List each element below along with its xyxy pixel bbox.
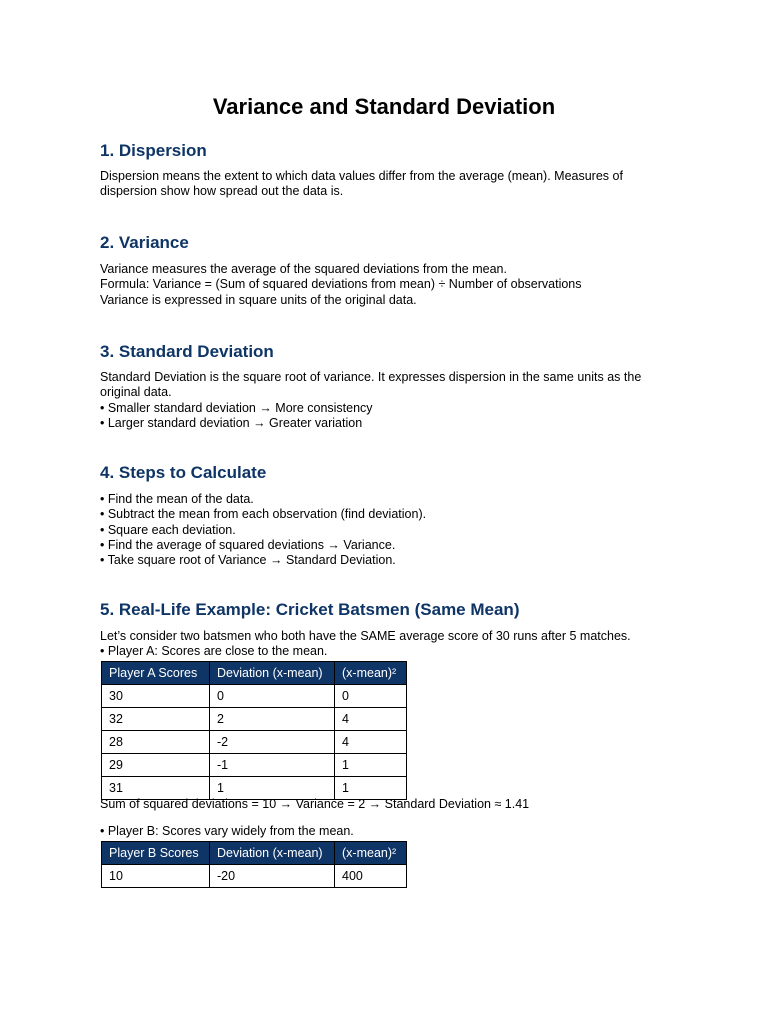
standard-deviation-text xyxy=(100,370,665,431)
step-item: • Find the average of squared deviations → Variance. xyxy=(100,537,396,552)
bullet-smaller-sd: • Smaller standard deviation → More consistency xyxy=(100,400,373,415)
table-row xyxy=(102,754,407,777)
example-intro: Let’s consider two batsmen who both have the SAME average score of 30 runs after 5 matches. xyxy=(100,629,631,643)
table-cell: 28 xyxy=(102,731,210,754)
variance-text xyxy=(100,262,665,308)
column-header: (x-mean)² xyxy=(335,662,407,685)
table-cell: 0 xyxy=(210,685,335,708)
player-a-label: • Player A: Scores are close to the mean. xyxy=(100,644,328,659)
column-header: Deviation (x-mean) xyxy=(210,662,335,685)
table-header-row xyxy=(102,662,407,685)
bullet-larger-sd: • Larger standard deviation → Greater variation xyxy=(100,415,363,430)
heading-standard-deviation: 3. Standard Deviation xyxy=(100,342,274,361)
player-a-summary-text xyxy=(100,797,665,812)
table-header-row xyxy=(102,842,407,865)
table-cell: 400 xyxy=(335,865,407,888)
table-cell: 32 xyxy=(102,708,210,731)
player-b-label-text xyxy=(100,824,665,839)
table-cell: 1 xyxy=(335,777,407,800)
variance-formula: Formula: Variance = (Sum of squared deviations from mean) ÷ Number of observations xyxy=(100,277,582,292)
heading-dispersion: 1. Dispersion xyxy=(100,141,207,160)
table-cell: -1 xyxy=(210,754,335,777)
column-header: Player A Scores xyxy=(102,662,210,685)
table-cell: 30 xyxy=(102,685,210,708)
step-item: • Subtract the mean from each observation (find deviation). xyxy=(100,507,427,522)
table-row xyxy=(102,731,407,754)
table-cell: 10 xyxy=(102,865,210,888)
steps-list xyxy=(100,492,665,568)
table-cell: 1 xyxy=(335,754,407,777)
example-intro-text xyxy=(100,629,665,660)
player-a-summary: Sum of squared deviations = 10 → Variance = 2 → Standard Deviation ≈ 1.41 xyxy=(100,797,530,811)
step-item: • Take square root of Variance → Standard Deviation. xyxy=(100,553,396,568)
table-row xyxy=(102,685,407,708)
step-item: • Find the mean of the data. xyxy=(100,492,254,506)
table-cell: 2 xyxy=(210,708,335,731)
table-cell: 0 xyxy=(335,685,407,708)
table-cell: 4 xyxy=(335,708,407,731)
step-item: • Square each deviation. xyxy=(100,522,236,537)
table-row xyxy=(102,708,407,731)
standard-deviation-definition: Standard Deviation is the square root of variance. It expresses dispersion in the same units as the original data. xyxy=(100,370,642,400)
heading-real-life-example: 5. Real-Life Example: Cricket Batsmen (Same Mean) xyxy=(100,600,520,619)
dispersion-text xyxy=(100,169,665,200)
player-a-table xyxy=(101,661,407,800)
column-header: Deviation (x-mean) xyxy=(210,842,335,865)
player-b-table xyxy=(101,841,407,888)
player-b-label: • Player B: Scores vary widely from the mean. xyxy=(100,824,354,838)
table-cell: -2 xyxy=(210,731,335,754)
table-cell: -20 xyxy=(210,865,335,888)
heading-variance: 2. Variance xyxy=(100,233,189,252)
dispersion-paragraph: Dispersion means the extent to which data values differ from the average (mean). Measures of dispersion show how spread out the data is. xyxy=(100,169,623,199)
heading-steps: 4. Steps to Calculate xyxy=(100,463,267,482)
variance-definition: Variance measures the average of the squared deviations from the mean. xyxy=(100,262,507,276)
column-header: Player B Scores xyxy=(102,842,210,865)
document-title: Variance and Standard Deviation xyxy=(212,94,556,119)
table-cell: 31 xyxy=(102,777,210,800)
column-header: (x-mean)² xyxy=(335,842,407,865)
table-row xyxy=(102,865,407,888)
table-cell: 1 xyxy=(210,777,335,800)
variance-units: Variance is expressed in square units of the original data. xyxy=(100,292,417,307)
table-cell: 4 xyxy=(335,731,407,754)
table-cell: 29 xyxy=(102,754,210,777)
